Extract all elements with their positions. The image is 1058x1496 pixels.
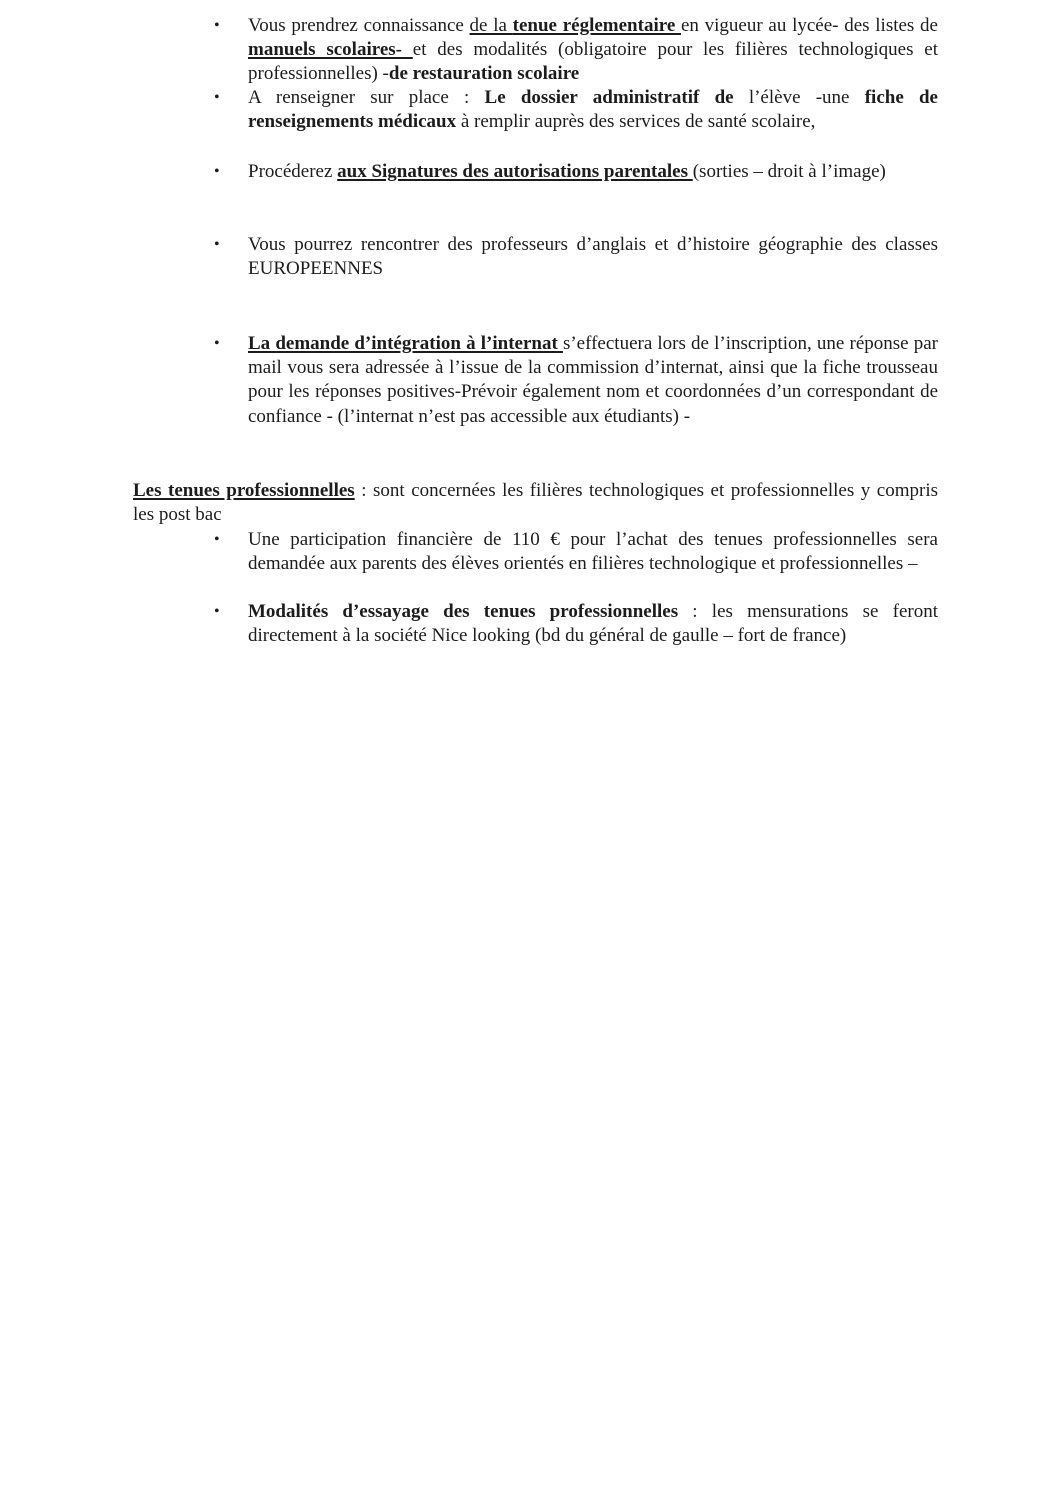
bullet-icon: • — [214, 531, 220, 548]
bold-text: fiche de renseignements médicaux — [248, 87, 938, 133]
bullet-icon: • — [214, 603, 220, 620]
bullet-icon: • — [214, 163, 220, 180]
bold-text: de restauration scolaire — [388, 63, 580, 85]
bold-text: manuels scolaires- — [248, 39, 413, 61]
text-run: et des modalités (obligatoire pour les filières technologiques et professionnelles) - — [248, 39, 938, 85]
text-run: Vous pourrez rencontrer des professeurs d’anglais et d’histoire géographie des classes EUROPEENNES — [248, 234, 938, 280]
bullet-icon: • — [214, 335, 220, 352]
bullet-icon: • — [214, 236, 220, 253]
list-item-signatures — [214, 160, 938, 184]
text-run: : sont concernées les filières technologiques et professionnelles y compris les post bac — [133, 480, 938, 526]
bold-text: tenue réglementaire — [512, 15, 681, 36]
text-run: en vigueur au lycée- des listes de — [680, 15, 938, 36]
bold-text: aux Signatures des autorisations parentales — [337, 161, 693, 182]
text-run: : les mensurations se feront directement à la société Nice looking (bd du général de gaulle – fort de france) — [248, 601, 938, 647]
bullet-icon: • — [214, 89, 220, 106]
bold-text: Modalités d’essayage des tenues professionnelles — [248, 601, 679, 622]
text-run: Vous prendrez connaissance — [248, 15, 470, 36]
text-run: s’effectuera lors de l’inscription, une réponse par mail vous sera adressée à l’issue de la commission d’internat, ainsi que la fiche trousseau pour les réponses positives-Prévoir également nom et coordonnées d’un correspondant de confiance - (l’internat n’est pas accessible aux étudiants) - — [248, 333, 938, 427]
text-run: Procéderez — [248, 161, 338, 182]
list-item-professeurs — [214, 233, 938, 281]
list-item-internat — [214, 332, 938, 429]
section-tenues-professionnelles — [133, 479, 938, 527]
bold-text: La demande d’intégration à l’internat — [248, 333, 563, 354]
bullet-icon: • — [214, 17, 220, 34]
list-item-participation — [214, 528, 938, 576]
text-run: l’élève -une — [748, 87, 865, 108]
list-item-dossier-administratif — [214, 86, 938, 134]
bold-text: Le dossier administratif de — [484, 87, 749, 108]
list-item-tenue-manuels — [214, 14, 938, 87]
text-run: Une participation financière de 110 € pour l’achat des tenues professionnelles sera demandée aux parents des élèves orientés en filières technologique et professionnelles – — [248, 529, 938, 575]
text-run: A renseigner sur place : — [248, 87, 485, 108]
text-run: de la — [469, 15, 513, 36]
text-run: (sorties – droit à l’image) — [692, 161, 886, 182]
list-item-essayage — [214, 600, 938, 648]
text-run: à remplir auprès des services de santé scolaire, — [456, 111, 816, 133]
bold-text: Les tenues professionnelles — [133, 480, 355, 501]
